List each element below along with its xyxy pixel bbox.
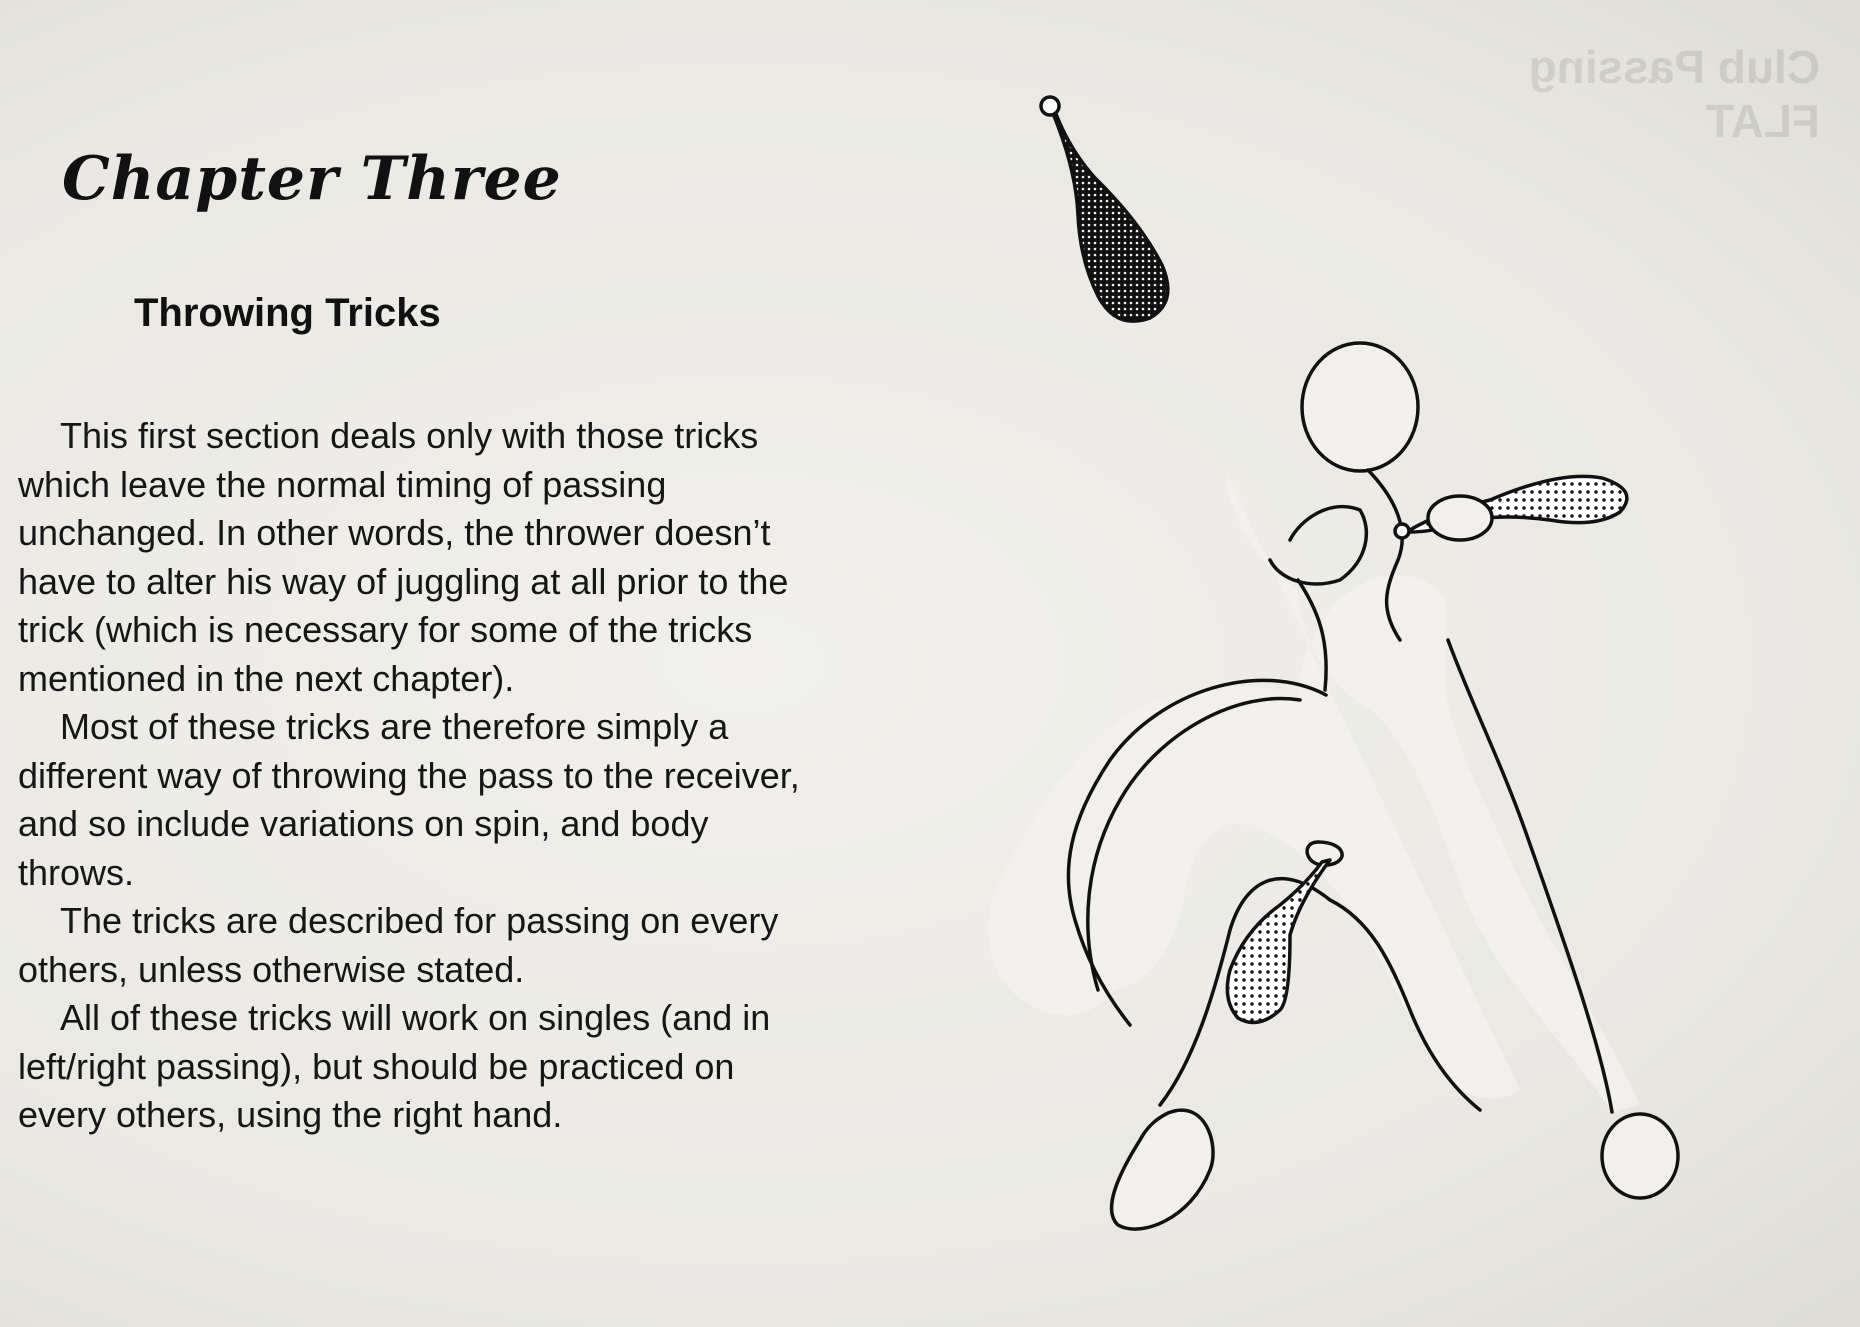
chapter-title: Chapter Three — [62, 144, 562, 215]
right-foot — [1602, 1114, 1678, 1198]
paragraph: This first section deals only with those tricks which leave the normal timing of passing unchanged. In other words, the thrower doesn’t have to alter his way of juggling at all prior to the trick (which is necessary for some of the tricks mentioned in the next chapter). — [18, 415, 789, 699]
show-through-heading: Club Passing FLAT — [1528, 41, 1820, 147]
paragraph: Most of these tricks are therefore simply a different way of throwing the pass to the receiver, and so include variations on spin, and body throws. — [18, 706, 800, 893]
right-arm — [1270, 507, 1366, 584]
held-club-icon — [1395, 476, 1627, 540]
left-foot — [1112, 1110, 1214, 1229]
section-title: Throwing Tricks — [134, 291, 441, 336]
low-club-icon — [1227, 860, 1330, 1023]
paragraph: All of these tricks will work on singles (and in left/right passing), but should be practiced on every others, using the right hand. — [18, 997, 771, 1135]
head — [1302, 343, 1418, 471]
airborne-club-icon — [1041, 97, 1168, 321]
paragraph: The tricks are described for passing on every others, unless otherwise stated. — [18, 900, 779, 990]
body-outline — [988, 470, 1640, 1112]
